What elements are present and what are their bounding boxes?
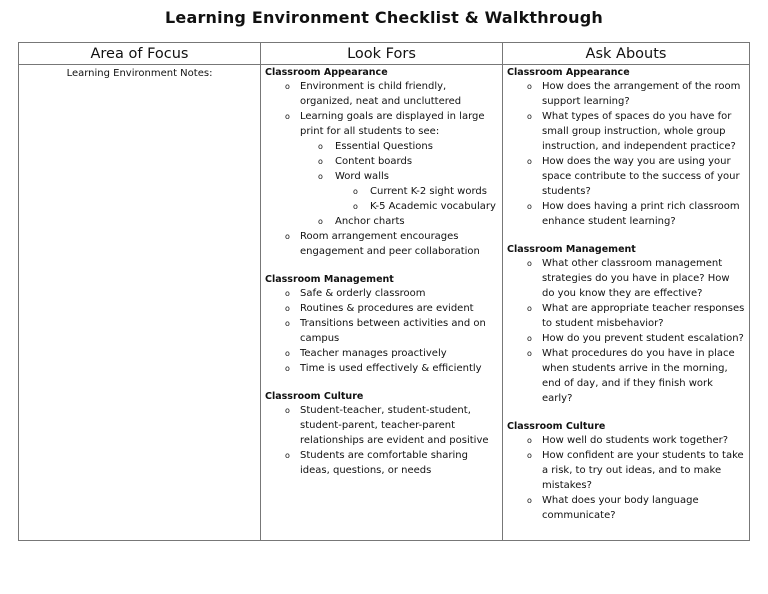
bullet-icon: o xyxy=(285,232,290,241)
bullet-icon: o xyxy=(285,112,290,121)
bullet-icon: o xyxy=(527,304,532,313)
look-fors-cell xyxy=(261,65,503,541)
list-item: o K-5 Academic vocabulary xyxy=(353,201,496,212)
ask-abouts-management-list xyxy=(507,256,745,406)
list-item: o Content boards xyxy=(318,156,413,167)
bullet-icon: o xyxy=(318,157,323,166)
word-walls-sublist xyxy=(335,184,498,214)
list-item: o What other classroom management strategies do you have in place? How do you know they are effective? xyxy=(527,258,730,299)
list-item: o Room arrangement encourages engagement and peer collaboration xyxy=(285,231,480,257)
page-title: Learning Environment Checklist & Walkthrough xyxy=(165,8,603,27)
bullet-icon: o xyxy=(527,82,532,91)
bullet-icon: o xyxy=(527,112,532,121)
look-fors-appearance-heading: Classroom Appearance xyxy=(265,67,388,78)
list-item: o How confident are your students to take a risk, to try out ideas, and to make mistakes? xyxy=(527,450,744,491)
list-item: o Current K-2 sight words xyxy=(353,186,487,197)
bullet-icon: o xyxy=(527,157,532,166)
ask-abouts-cell xyxy=(503,65,750,541)
header-area-of-focus: Area of Focus xyxy=(19,43,261,65)
notes-label: Learning Environment Notes: xyxy=(66,68,213,79)
list-item: o Environment is child friendly, organized, neat and uncluttered xyxy=(285,81,462,107)
bullet-icon: o xyxy=(318,142,323,151)
look-fors-culture-heading: Classroom Culture xyxy=(265,391,364,402)
list-item: o How do you prevent student escalation? xyxy=(527,333,744,344)
list-item: o How does having a print rich classroom enhance student learning? xyxy=(527,201,740,227)
ask-abouts-culture-heading: Classroom Culture xyxy=(507,421,606,432)
content-row xyxy=(19,65,750,541)
bullet-icon: o xyxy=(353,202,358,211)
area-of-focus-cell[interactable] xyxy=(19,65,261,541)
bullet-icon: o xyxy=(285,406,290,415)
list-item: o Anchor charts xyxy=(318,216,405,227)
look-fors-management-list xyxy=(265,286,498,376)
learning-goals-sublist xyxy=(300,139,498,229)
list-item: o Students are comfortable sharing ideas, questions, or needs xyxy=(285,450,468,476)
look-fors-appearance-list xyxy=(265,79,498,259)
list-item: o How does the arrangement of the room support learning? xyxy=(527,81,741,107)
bullet-icon: o xyxy=(527,259,532,268)
bullet-icon: o xyxy=(285,364,290,373)
list-item: o Teacher manages proactively xyxy=(285,348,447,359)
list-item: o What does your body language communicate? xyxy=(527,495,699,521)
list-item: o What are appropriate teacher responses to student misbehavior? xyxy=(527,303,745,329)
list-item: o Transitions between activities and on campus xyxy=(285,318,486,344)
bullet-icon: o xyxy=(353,187,358,196)
bullet-icon: o xyxy=(527,202,532,211)
bullet-icon: o xyxy=(318,217,323,226)
ask-abouts-culture-list xyxy=(507,433,745,523)
list-item: o How does the way you are using your space contribute to the success of your students? xyxy=(527,156,740,197)
bullet-icon: o xyxy=(527,334,532,343)
bullet-icon: o xyxy=(285,451,290,460)
ask-abouts-appearance-list xyxy=(507,79,745,229)
list-item: o What procedures do you have in place when students arrive in the morning, end of day, and if they finish work early? xyxy=(527,348,735,404)
look-fors-culture-list xyxy=(265,403,498,478)
list-item: o Routines & procedures are evident xyxy=(285,303,474,314)
list-item: o Time is used effectively & efficiently xyxy=(285,363,482,374)
header-ask-abouts: Ask Abouts xyxy=(503,43,750,65)
bullet-icon: o xyxy=(527,451,532,460)
list-item: o Student-teacher, student-student, student-parent, teacher-parent relationships are evident and positive xyxy=(285,405,489,446)
list-item: o Word walls o Current K-2 sight words o K-5 Academic vocabulary xyxy=(300,169,498,214)
bullet-icon: o xyxy=(318,172,323,181)
list-item: o Safe & orderly classroom xyxy=(285,288,426,299)
bullet-icon: o xyxy=(285,304,290,313)
list-item: o Learning goals are displayed in large print for all students to see: o Essential Questions o Content boards o Word walls o Current K-2 sight words o K-5 Academic vocabulary o Anchor charts xyxy=(265,109,498,229)
header-look-fors: Look Fors xyxy=(261,43,503,65)
ask-abouts-appearance-heading: Classroom Appearance xyxy=(507,67,630,78)
ask-abouts-management-heading: Classroom Management xyxy=(507,244,636,255)
checklist-table xyxy=(18,42,750,541)
bullet-icon: o xyxy=(285,349,290,358)
bullet-icon: o xyxy=(285,289,290,298)
header-row xyxy=(19,43,750,65)
bullet-icon: o xyxy=(527,349,532,358)
bullet-icon: o xyxy=(285,319,290,328)
list-item: o Essential Questions xyxy=(318,141,433,152)
bullet-icon: o xyxy=(527,436,532,445)
list-item: o What types of spaces do you have for small group instruction, whole group instruction, and independent practice? xyxy=(527,111,736,152)
bullet-icon: o xyxy=(285,82,290,91)
look-fors-management-heading: Classroom Management xyxy=(265,274,394,285)
bullet-icon: o xyxy=(527,496,532,505)
list-item: o How well do students work together? xyxy=(527,435,729,446)
